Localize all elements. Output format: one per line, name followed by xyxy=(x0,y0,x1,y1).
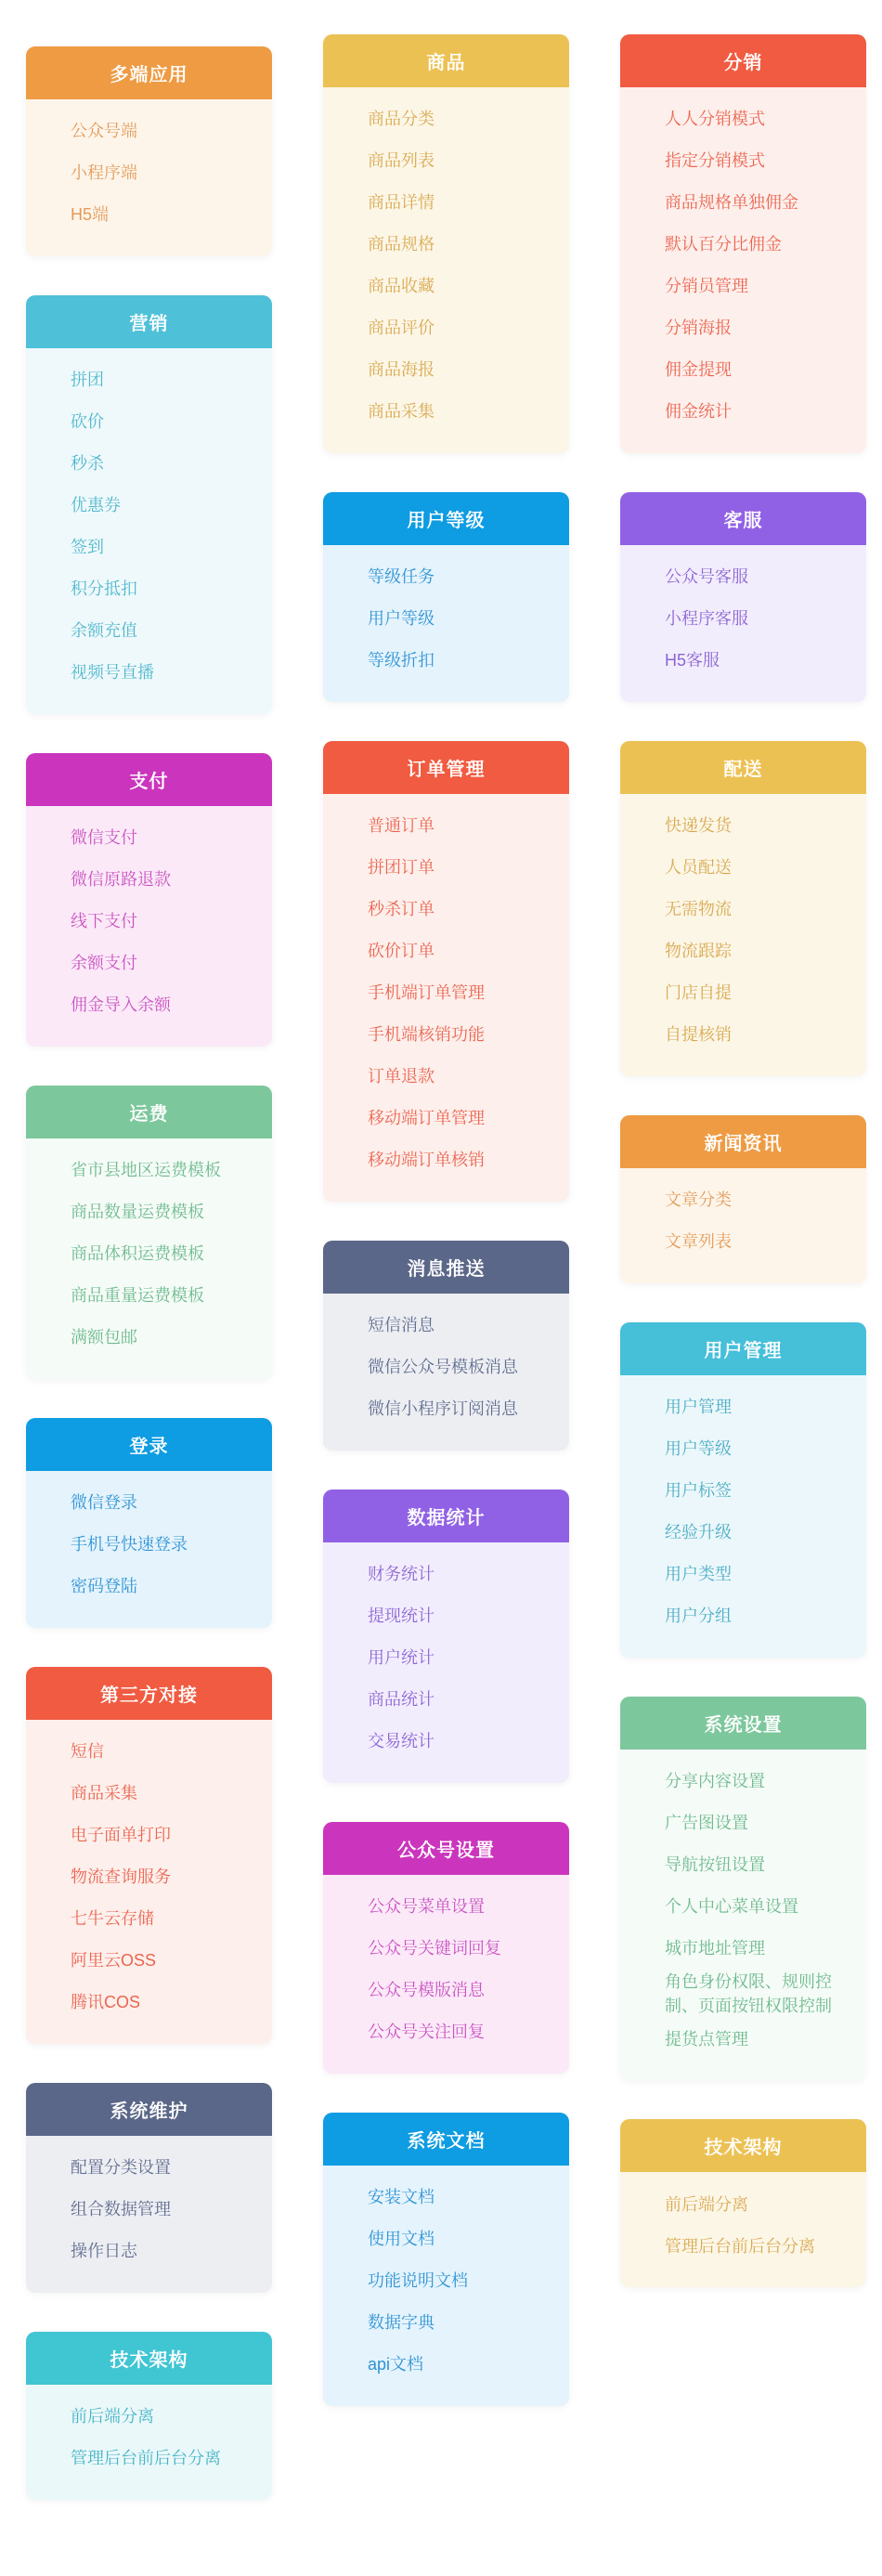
feature-card xyxy=(26,753,272,1047)
card-item: 数据字典 xyxy=(368,2313,435,2333)
card-item: 移动端订单管理 xyxy=(368,1109,485,1128)
card-title: 登录 xyxy=(26,1418,272,1471)
card-item-list xyxy=(26,2136,272,2293)
card-item: 指定分销模式 xyxy=(665,151,765,171)
card-item: 快递发货 xyxy=(665,816,732,836)
card-item: 物流跟踪 xyxy=(665,942,732,961)
feature-card xyxy=(620,1322,866,1658)
feature-card xyxy=(620,492,866,702)
feature-card xyxy=(26,295,272,714)
card-item-list xyxy=(26,1720,272,2044)
card-item-list xyxy=(323,1875,569,2074)
card-item-list xyxy=(620,545,866,702)
feature-card xyxy=(26,1667,272,2044)
card-item: 砍价订单 xyxy=(368,942,435,961)
card-item: 手机端订单管理 xyxy=(368,983,485,1003)
card-item-list xyxy=(620,1375,866,1658)
card-item-list xyxy=(323,794,569,1202)
card-item: 手机端核销功能 xyxy=(368,1025,485,1045)
card-item: 用户等级 xyxy=(368,609,435,629)
feature-card xyxy=(620,1115,866,1283)
card-item: 余额支付 xyxy=(71,954,137,973)
feature-card xyxy=(323,741,569,1202)
card-item: 文章分类 xyxy=(665,1190,732,1210)
card-item: 小程序客服 xyxy=(665,609,748,629)
card-item: 前后端分离 xyxy=(71,2407,154,2426)
card-item: 公众号关注回复 xyxy=(368,2023,485,2042)
card-item: 默认百分比佣金 xyxy=(665,235,782,254)
feature-column xyxy=(620,34,866,2326)
card-title: 消息推送 xyxy=(323,1241,569,1294)
card-item: 商品评价 xyxy=(368,319,435,338)
feature-card xyxy=(323,34,569,453)
card-item: 公众号菜单设置 xyxy=(368,1897,485,1917)
card-item: 操作日志 xyxy=(71,2242,137,2261)
card-item: 使用文档 xyxy=(368,2230,435,2249)
card-title: 系统文档 xyxy=(323,2113,569,2166)
feature-column xyxy=(323,34,569,2445)
card-item: 商品重量运费模板 xyxy=(71,1286,204,1306)
card-item: 短信消息 xyxy=(368,1316,435,1335)
card-title: 第三方对接 xyxy=(26,1667,272,1720)
card-item: 手机号快速登录 xyxy=(71,1535,188,1555)
card-item: 商品采集 xyxy=(71,1784,137,1803)
card-item: 用户管理 xyxy=(665,1398,732,1417)
card-title: 分销 xyxy=(620,34,866,87)
card-item: 角色身份权限、规则控制、页面按钮权限控制 xyxy=(665,1972,832,2016)
card-item: 等级任务 xyxy=(368,567,435,587)
card-item: 文章列表 xyxy=(665,1232,732,1252)
card-item: 个人中心菜单设置 xyxy=(665,1897,798,1917)
card-item: H5端 xyxy=(71,205,110,225)
card-item: 移动端订单核销 xyxy=(368,1151,485,1170)
card-item: 经验升级 xyxy=(665,1523,732,1542)
card-item: 用户分组 xyxy=(665,1607,732,1626)
card-title: 用户管理 xyxy=(620,1322,866,1375)
card-item: 分享内容设置 xyxy=(665,1772,765,1791)
card-item: 公众号模版消息 xyxy=(368,1981,485,2000)
card-item: 佣金统计 xyxy=(665,402,732,422)
card-item: 交易统计 xyxy=(368,1732,435,1751)
card-item: 商品海报 xyxy=(368,360,435,380)
card-title: 系统设置 xyxy=(620,1697,866,1750)
card-item: 用户标签 xyxy=(665,1481,732,1501)
card-item-list xyxy=(26,348,272,714)
card-item: 小程序端 xyxy=(71,163,137,183)
feature-card xyxy=(26,1418,272,1628)
card-item: 门店自提 xyxy=(665,983,732,1003)
card-item: 提现统计 xyxy=(368,1607,435,1626)
card-item-list xyxy=(323,2166,569,2406)
card-item: 商品统计 xyxy=(368,1690,435,1710)
card-item-list xyxy=(323,1542,569,1783)
card-item: 电子面单打印 xyxy=(71,1826,171,1845)
card-item-list xyxy=(620,1168,866,1283)
card-item: H5客服 xyxy=(665,651,720,670)
card-item: 分销员管理 xyxy=(665,277,748,296)
card-item: 商品数量运费模板 xyxy=(71,1203,204,1222)
card-item: 密码登陆 xyxy=(71,1577,137,1596)
card-item: 无需物流 xyxy=(665,900,732,919)
card-item: 微信登录 xyxy=(71,1493,137,1513)
feature-column xyxy=(26,34,272,2539)
card-item: 等级折扣 xyxy=(368,651,435,670)
card-title: 数据统计 xyxy=(323,1490,569,1542)
card-item: 积分抵扣 xyxy=(71,579,137,599)
card-title: 新闻资讯 xyxy=(620,1115,866,1168)
card-item-list xyxy=(620,1750,866,2080)
feature-card xyxy=(323,492,569,702)
card-title: 营销 xyxy=(26,295,272,348)
card-item: 秒杀 xyxy=(71,454,104,474)
card-item-list xyxy=(620,2172,866,2287)
card-item: 优惠券 xyxy=(71,496,121,515)
card-item: 公众号端 xyxy=(71,122,137,141)
card-item: 组合数据管理 xyxy=(71,2200,171,2219)
card-item-list xyxy=(26,99,272,256)
card-item-list xyxy=(323,87,569,453)
card-item-list xyxy=(26,1138,272,1379)
card-item: 商品体积运费模板 xyxy=(71,1244,204,1264)
card-item: 微信原路退款 xyxy=(71,870,171,890)
card-item: 商品采集 xyxy=(368,402,435,422)
card-item: 功能说明文档 xyxy=(368,2271,468,2291)
card-title: 技术架构 xyxy=(620,2119,866,2172)
card-item-list xyxy=(620,794,866,1076)
feature-card xyxy=(323,1490,569,1783)
card-item: 佣金提现 xyxy=(665,360,732,380)
card-item-list xyxy=(323,1294,569,1451)
card-item-list xyxy=(323,545,569,702)
feature-card xyxy=(620,34,866,453)
card-item: 签到 xyxy=(71,538,104,557)
feature-card xyxy=(323,1241,569,1451)
card-item: 商品收藏 xyxy=(368,277,435,296)
card-item: 人人分销模式 xyxy=(665,110,765,129)
card-item: 管理后台前后台分离 xyxy=(665,2236,815,2256)
card-item: 自提核销 xyxy=(665,1025,732,1045)
card-item: 短信 xyxy=(71,1742,104,1762)
card-item: 拼团 xyxy=(71,371,104,390)
card-item-list xyxy=(26,806,272,1047)
feature-card xyxy=(26,46,272,256)
card-title: 配送 xyxy=(620,741,866,794)
card-title: 订单管理 xyxy=(323,741,569,794)
card-item: 商品详情 xyxy=(368,193,435,213)
card-item: 普通订单 xyxy=(368,816,435,836)
feature-card xyxy=(26,2083,272,2293)
card-item: 导航按钮设置 xyxy=(665,1855,765,1875)
card-title: 技术架构 xyxy=(26,2332,272,2385)
card-item: 满额包邮 xyxy=(71,1328,137,1347)
card-item: 商品规格 xyxy=(368,235,435,254)
card-item: 用户类型 xyxy=(665,1565,732,1584)
feature-card xyxy=(620,2119,866,2287)
card-item: 佣金导入余额 xyxy=(71,995,171,1015)
feature-card xyxy=(323,2113,569,2406)
card-item: 用户统计 xyxy=(368,1648,435,1668)
card-title: 多端应用 xyxy=(26,46,272,99)
card-item: 省市县地区运费模板 xyxy=(71,1161,221,1180)
card-item: 分销海报 xyxy=(665,319,732,338)
card-item: 管理后台前后台分离 xyxy=(71,2449,221,2468)
card-item: 广告图设置 xyxy=(665,1814,748,1833)
card-item-list xyxy=(26,2385,272,2500)
card-item: 阿里云OSS xyxy=(71,1951,157,1971)
card-item: 微信小程序订阅消息 xyxy=(368,1399,518,1419)
card-item: 余额充值 xyxy=(71,621,137,641)
card-item-list xyxy=(26,1471,272,1628)
card-title: 用户等级 xyxy=(323,492,569,545)
card-item: 视频号直播 xyxy=(71,663,154,683)
card-item: 商品规格单独佣金 xyxy=(665,193,798,213)
feature-card xyxy=(323,1822,569,2074)
feature-card xyxy=(26,1086,272,1379)
card-item: 财务统计 xyxy=(368,1565,435,1584)
card-item-list xyxy=(620,87,866,453)
card-item: 七牛云存储 xyxy=(71,1909,154,1929)
card-item: 前后端分离 xyxy=(665,2194,748,2214)
card-title: 公众号设置 xyxy=(323,1822,569,1875)
card-item: 城市地址管理 xyxy=(665,1939,765,1958)
card-item: 提货点管理 xyxy=(665,2029,748,2049)
card-item: 订单退款 xyxy=(368,1067,435,1086)
card-item: 商品分类 xyxy=(368,110,435,129)
card-item: 腾讯COS xyxy=(71,1993,141,2012)
card-title: 系统维护 xyxy=(26,2083,272,2136)
card-item: 配置分类设置 xyxy=(71,2158,171,2178)
card-item: 人员配送 xyxy=(665,858,732,878)
card-item: 公众号关键词回复 xyxy=(368,1939,501,1958)
card-item: 微信公众号模板消息 xyxy=(368,1358,518,1377)
card-item: 秒杀订单 xyxy=(368,900,435,919)
card-item: 砍价 xyxy=(71,412,104,432)
feature-card xyxy=(620,741,866,1076)
card-item: api文档 xyxy=(368,2355,424,2374)
card-title: 客服 xyxy=(620,492,866,545)
card-item: 拼团订单 xyxy=(368,858,435,878)
card-title: 商品 xyxy=(323,34,569,87)
card-item: 物流查询服务 xyxy=(71,1867,171,1887)
card-title: 支付 xyxy=(26,753,272,806)
feature-card xyxy=(26,2332,272,2500)
card-item: 用户等级 xyxy=(665,1439,732,1459)
card-item: 微信支付 xyxy=(71,828,137,848)
feature-card xyxy=(620,1697,866,2080)
card-title: 运费 xyxy=(26,1086,272,1138)
card-item: 商品列表 xyxy=(368,151,435,171)
card-item: 公众号客服 xyxy=(665,567,748,587)
card-item: 安装文档 xyxy=(368,2188,435,2207)
card-item: 线下支付 xyxy=(71,912,137,931)
